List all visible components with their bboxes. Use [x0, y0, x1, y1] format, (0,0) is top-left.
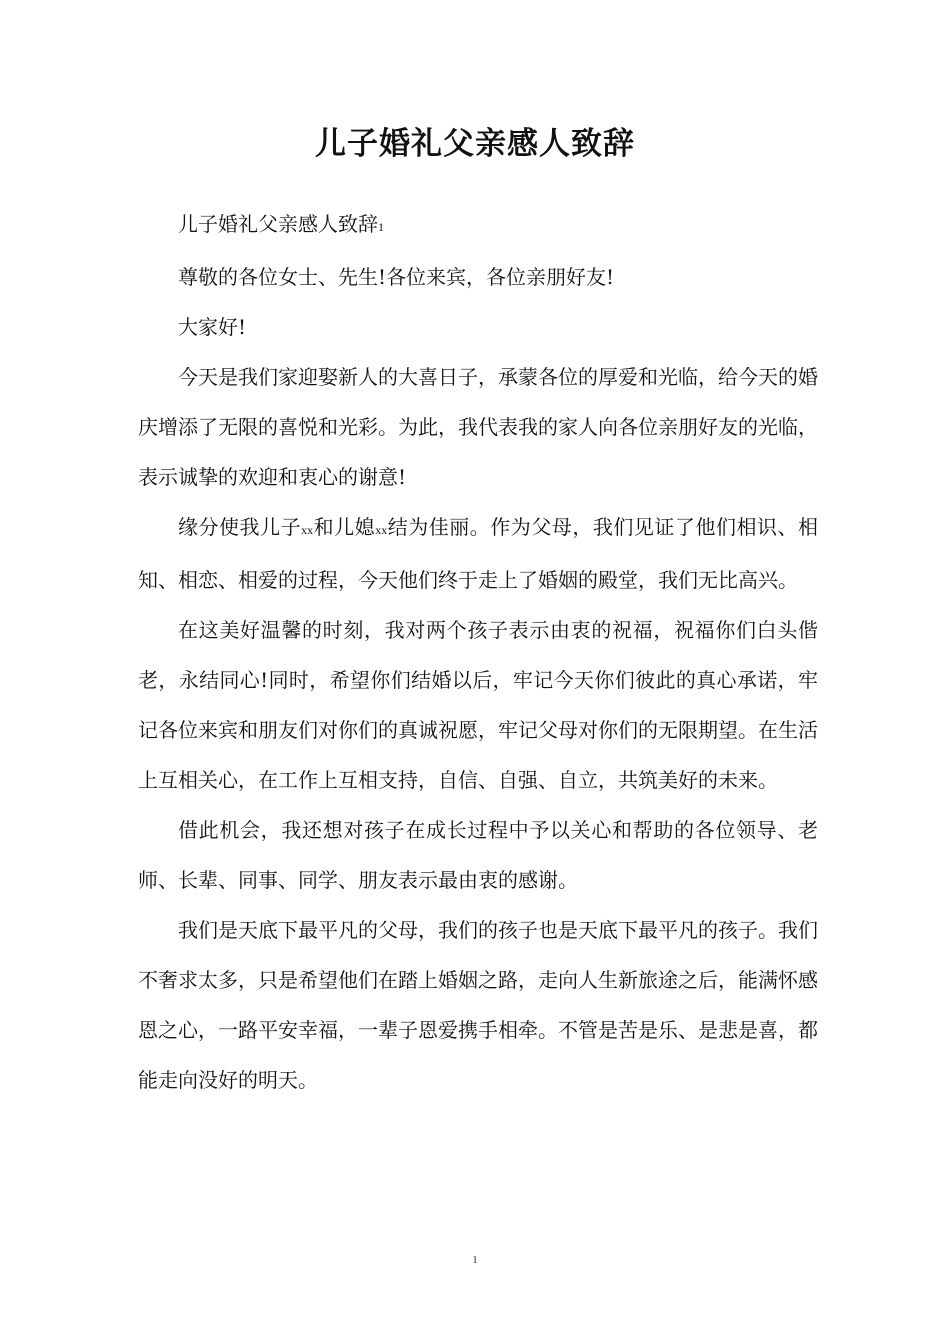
fate-text-1: 缘分使我儿子 — [178, 515, 302, 539]
subtitle-text: 儿子婚礼父亲感人致辞 — [178, 212, 378, 236]
daughter-in-law-name: xx — [375, 523, 388, 537]
paragraph-blessing: 在这美好温馨的时刻，我对两个孩子表示由衷的祝福，祝福你们白头偕老，永结同心!同时，希望你们结婚以后，牢记今天你们彼此的真心承诺，牢记各位来宾和朋友们对你们的真诚祝愿，牢记父母对你们的无限期望。在生活上互相关心，在工作上互相支持，自信、自强、自立，共筑美好的未来。 — [138, 618, 818, 792]
page-number: 1 — [472, 1254, 478, 1266]
paragraph-welcome: 今天是我们家迎娶新人的大喜日子，承蒙各位的厚爱和光临，给今天的婚庆增添了无限的喜悦和光彩。为此，我代表我的家人向各位亲朋好友的光临，表示诚挚的欢迎和衷心的谢意! — [138, 365, 818, 489]
subtitle-paragraph — [138, 199, 818, 252]
subtitle-number: 1 — [378, 220, 384, 234]
paragraph-hopes: 我们是天底下最平凡的父母，我们的孩子也是天底下最平凡的孩子。我们不奢求太多，只是希望他们在踏上婚姻之路，走向人生新旅途之后，能满怀感恩之心，一路平安幸福，一辈子恩爱携手相牵。不管是苦是乐、是悲是喜，都能走向没好的明天。 — [138, 918, 818, 1092]
paragraph-fate — [138, 502, 818, 605]
document-body — [138, 199, 818, 1105]
document-title: 儿子婚礼父亲感人致辞 — [315, 126, 635, 162]
fate-text-3: 结为佳丽。作为父母，我们见证了他们相识、相知、相恋、相爱的过程，今天他们终于走上了婚姻的殿堂，我们无比高兴。 — [138, 515, 819, 592]
paragraph-hello: 大家好! — [178, 315, 247, 339]
paragraph-thanks: 借此机会，我还想对孩子在成长过程中予以关心和帮助的各位领导、老师、长辈、同事、同学、朋友表示最由衷的感谢。 — [138, 818, 818, 892]
son-name: xx — [301, 523, 314, 537]
fate-text-2: 和儿媳 — [313, 515, 376, 539]
paragraph-greeting: 尊敬的各位女士、先生!各位来宾，各位亲朋好友! — [178, 265, 615, 289]
